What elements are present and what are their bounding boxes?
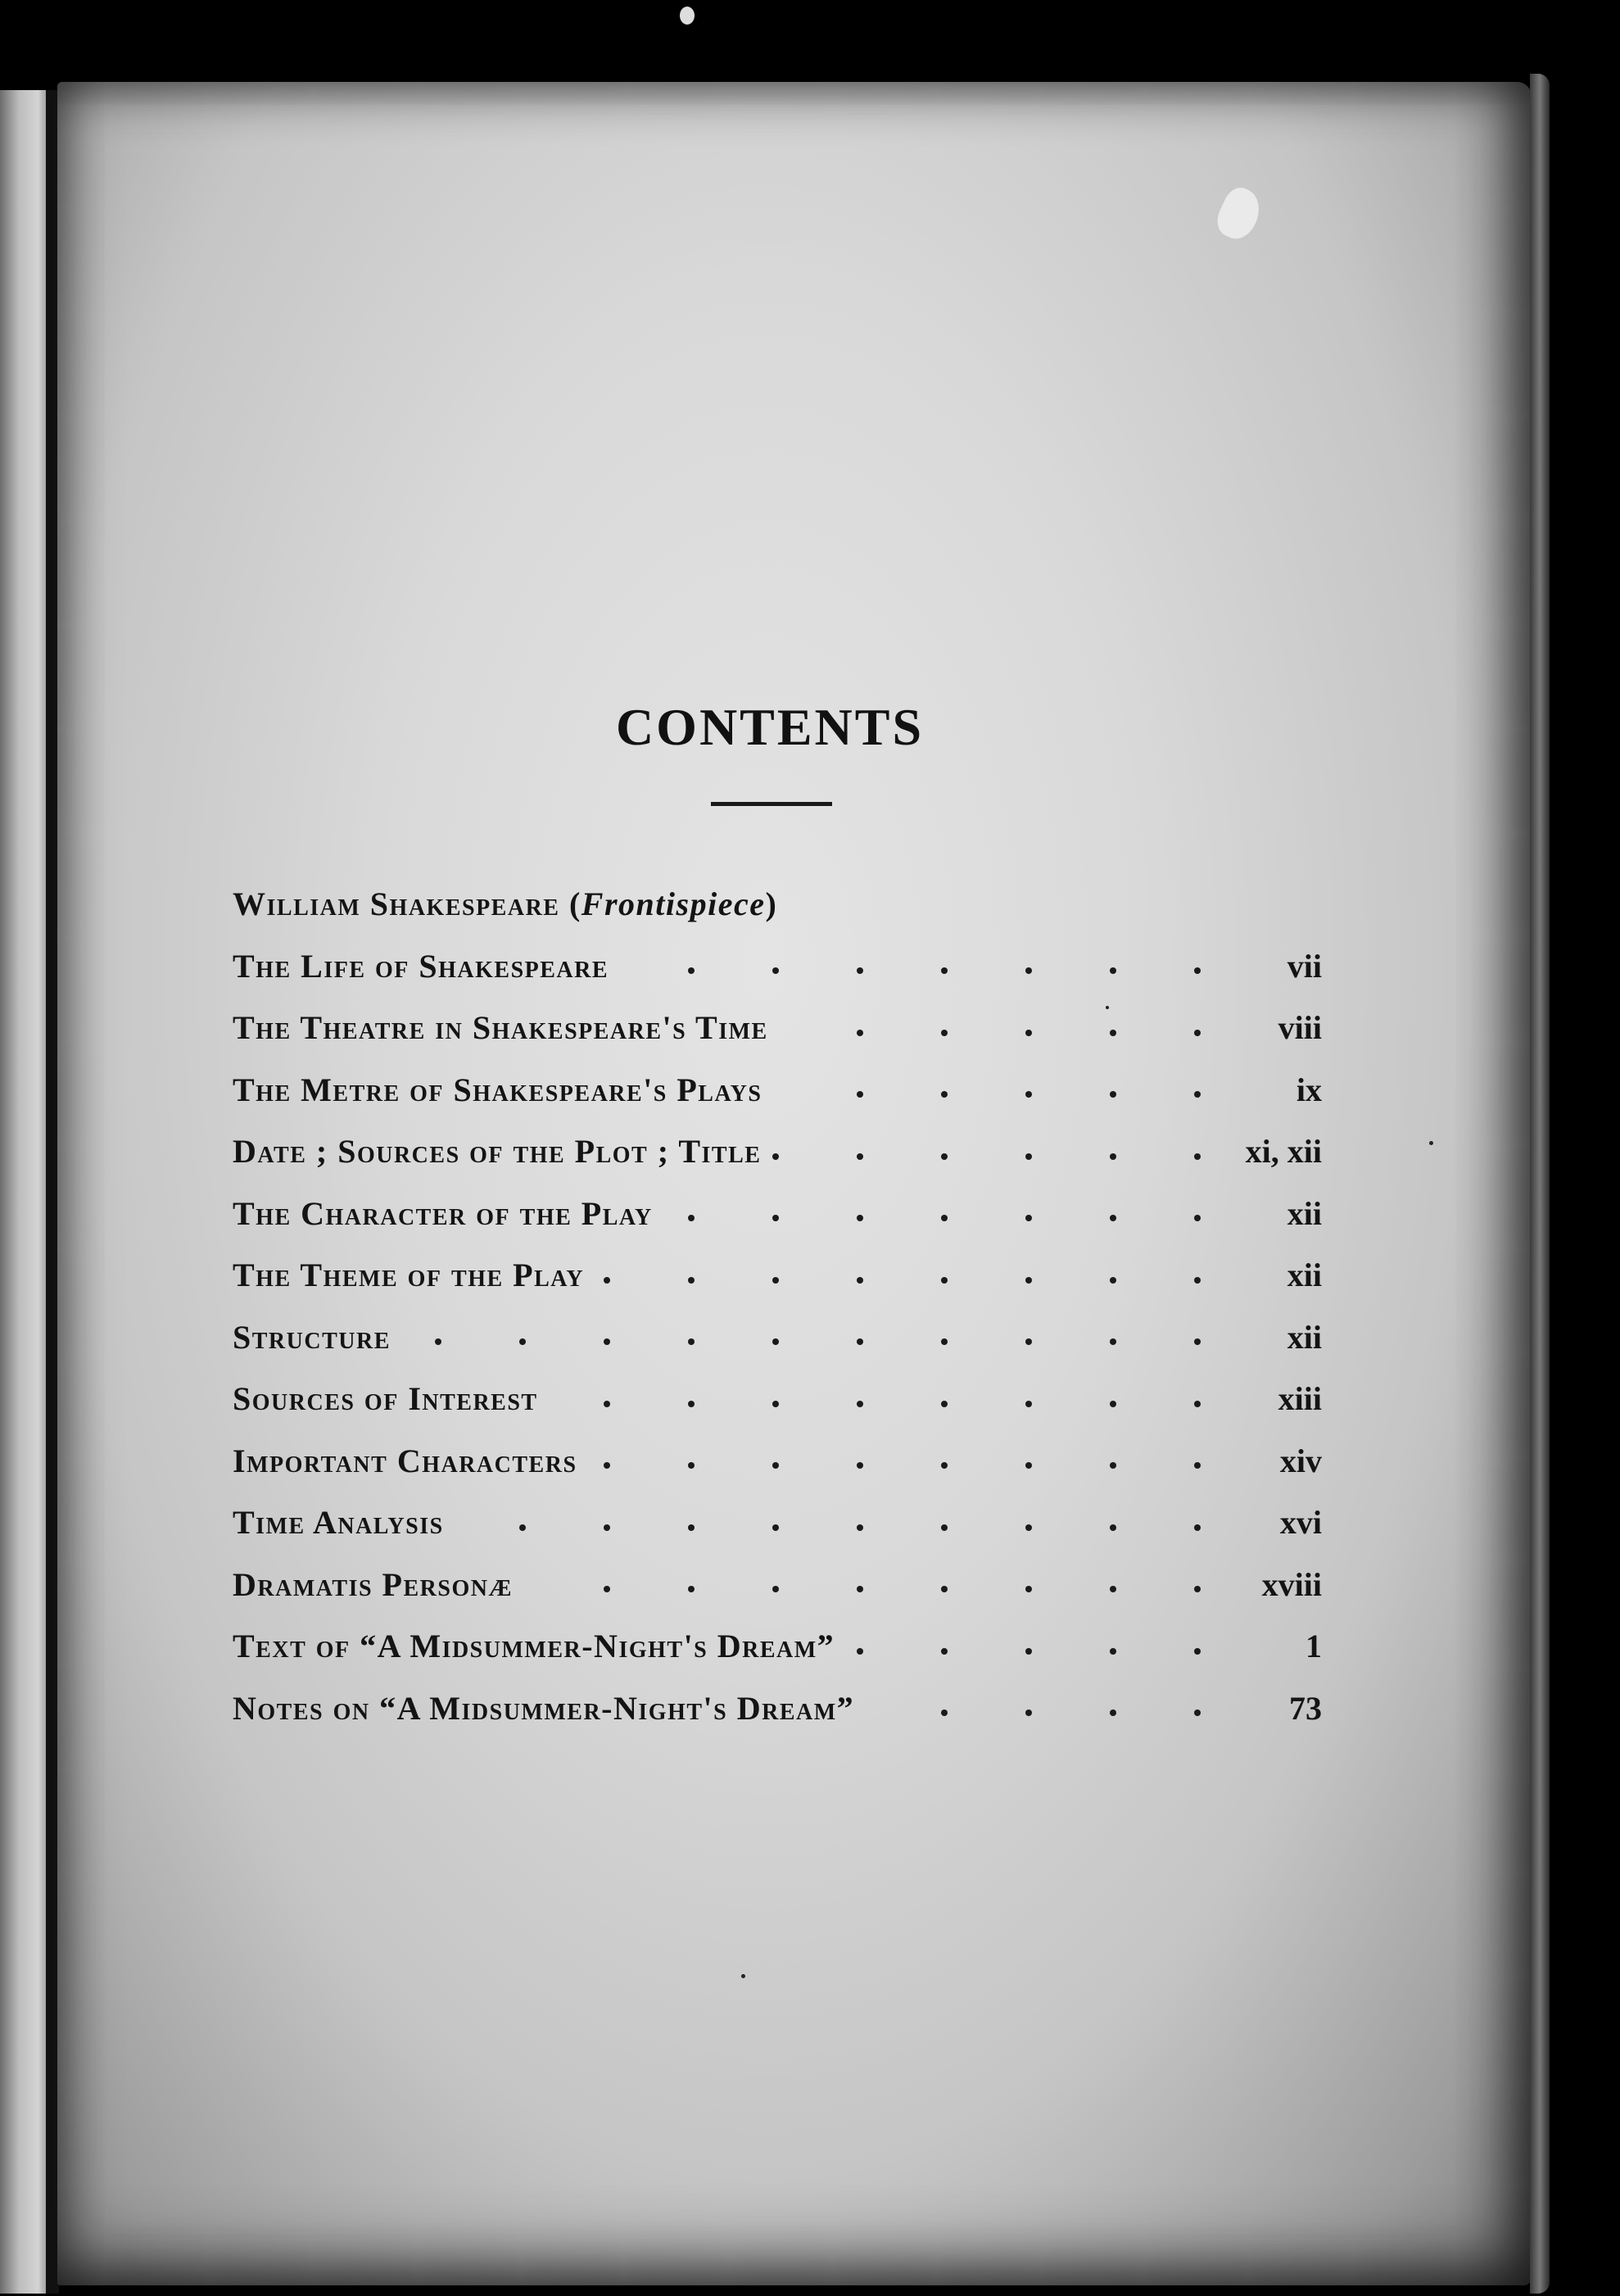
- leader-dot: [688, 1277, 695, 1284]
- toc-entry: [233, 1678, 1322, 1740]
- toc-entry-title-text: Important Characters: [233, 1442, 577, 1479]
- toc-entry-title-text: The Theatre in Shakespeare's Time: [233, 1009, 768, 1047]
- leader-dot: [1194, 1215, 1201, 1221]
- leader-dot: [857, 1586, 863, 1592]
- toc-entry-title-text: The Theme of the Play: [233, 1257, 585, 1294]
- leader-dot: [604, 1462, 610, 1469]
- leader-dot: [941, 1648, 948, 1655]
- previous-page-edge: [0, 90, 48, 2294]
- leader-dot: [688, 1462, 695, 1469]
- leader-dot: [1194, 1277, 1201, 1284]
- leader-dot: [941, 1338, 948, 1345]
- leader-dot: [1025, 1277, 1032, 1284]
- toc-leader-dots: [513, 1554, 1215, 1616]
- toc-leader-dots: [777, 873, 1215, 935]
- ink-speck: [680, 7, 695, 25]
- leader-dot: [857, 1030, 863, 1036]
- toc-entry-title-text: Time Analysis: [233, 1504, 444, 1542]
- toc-entry: [233, 1244, 1322, 1307]
- leader-dot: [857, 1215, 863, 1221]
- leader-dot: [1110, 1338, 1116, 1345]
- leader-dot: [772, 1462, 779, 1469]
- leader-dot: [857, 1648, 863, 1655]
- toc-entry: [233, 1059, 1322, 1121]
- leader-dot: [688, 1338, 695, 1345]
- toc-entry: [233, 997, 1322, 1059]
- toc-leader-dots: [444, 1492, 1215, 1554]
- leader-dot: [941, 1153, 948, 1160]
- toc-entry-title: [233, 885, 777, 923]
- leader-dot: [604, 1277, 610, 1284]
- leader-dot: [1025, 967, 1032, 974]
- leader-dot: [688, 1524, 695, 1531]
- leader-dot: [688, 967, 695, 974]
- toc-entry-title: [233, 1256, 584, 1294]
- toc-entry: [233, 1615, 1322, 1678]
- toc-entry-title-text: Notes on “A Midsummer-Night's Dream”: [233, 1689, 855, 1727]
- toc-entry-title-suffix: ): [765, 885, 778, 923]
- toc-entry-title: [233, 947, 609, 985]
- leader-dot: [1110, 1710, 1116, 1716]
- toc-entry: [233, 1368, 1322, 1430]
- leader-dot: [1110, 1215, 1116, 1221]
- toc-entry: [233, 1183, 1322, 1245]
- leader-dot: [1025, 1462, 1032, 1469]
- toc-entry-title-text: The Metre of Shakespeare's Plays: [233, 1071, 762, 1108]
- toc-entry-title-text: The Character of the Play: [233, 1194, 653, 1232]
- ink-speck: [741, 1974, 745, 1978]
- toc-leader-dots: [653, 1183, 1215, 1245]
- leader-dot: [1110, 1030, 1116, 1036]
- leader-dot: [857, 1091, 863, 1098]
- toc-entry: [233, 1492, 1322, 1554]
- toc-entry-title-text: William Shakespeare (: [233, 885, 581, 923]
- toc-entry-title-text: Dramatis Personæ: [233, 1565, 513, 1603]
- leader-dot: [1194, 1586, 1201, 1592]
- toc-entry-title-text: Sources of Interest: [233, 1380, 538, 1418]
- leader-dot: [1110, 967, 1116, 974]
- leader-dot: [857, 1401, 863, 1407]
- leader-dot: [1194, 1153, 1201, 1160]
- leader-dot: [772, 1215, 779, 1221]
- leader-dot: [604, 1338, 610, 1345]
- leader-dot: [1025, 1648, 1032, 1655]
- leader-dot: [1194, 1338, 1201, 1345]
- leader-dot: [941, 1030, 948, 1036]
- leader-dot: [1025, 1338, 1032, 1345]
- toc-entry-title-text: Date ; Sources of the Plot ; Title: [233, 1133, 762, 1171]
- table-of-contents: [233, 873, 1322, 1739]
- toc-entry-title-text: The Life of Shakespeare: [233, 947, 609, 985]
- page-edge-right: [1530, 74, 1550, 2294]
- leader-dot: [688, 1215, 695, 1221]
- leader-dot: [1110, 1586, 1116, 1592]
- toc-entry-title: [233, 1071, 762, 1109]
- toc-entry-title: [233, 1627, 835, 1665]
- leader-dot: [857, 967, 863, 974]
- toc-entry-title: [233, 1318, 391, 1356]
- toc-leader-dots: [538, 1368, 1215, 1430]
- toc-entry: [233, 873, 1322, 935]
- leader-dot: [519, 1524, 526, 1531]
- toc-entry-title: [233, 1689, 854, 1728]
- toc-leader-dots: [768, 997, 1215, 1059]
- leader-dot: [941, 1091, 948, 1098]
- leader-dot: [941, 1277, 948, 1284]
- toc-leader-dots: [391, 1307, 1215, 1369]
- leader-dot: [941, 967, 948, 974]
- leader-dot: [1110, 1524, 1116, 1531]
- leader-dot: [941, 1524, 948, 1531]
- toc-entry-title: [233, 1565, 513, 1604]
- leader-dot: [1194, 1462, 1201, 1469]
- toc-entry-title: [233, 1194, 653, 1233]
- leader-dot: [857, 1524, 863, 1531]
- leader-dot: [941, 1586, 948, 1592]
- leader-dot: [604, 1586, 610, 1592]
- leader-dot: [941, 1215, 948, 1221]
- leader-dot: [1025, 1586, 1032, 1592]
- toc-entry: [233, 935, 1322, 998]
- leader-dot: [1025, 1401, 1032, 1407]
- leader-dot: [1110, 1401, 1116, 1407]
- toc-entry-title-text: Structure: [233, 1318, 391, 1356]
- leader-dot: [688, 1401, 695, 1407]
- toc-leader-dots: [584, 1244, 1215, 1307]
- toc-entry-title: [233, 1503, 444, 1542]
- leader-dot: [857, 1277, 863, 1284]
- heading-rule: [711, 802, 832, 806]
- leader-dot: [1110, 1462, 1116, 1469]
- leader-dot: [1194, 1091, 1201, 1098]
- leader-dot: [604, 1524, 610, 1531]
- leader-dot: [772, 1277, 779, 1284]
- toc-entry-page: viii: [1278, 1009, 1322, 1047]
- leader-dot: [1194, 1030, 1201, 1036]
- leader-dot: [1025, 1091, 1032, 1098]
- toc-entry-title-text: Text of “A Midsummer-Night's Dream”: [233, 1628, 835, 1665]
- leader-dot: [857, 1462, 863, 1469]
- leader-dot: [772, 1153, 779, 1160]
- toc-leader-dots: [761, 1121, 1215, 1183]
- toc-entry-title: [233, 1442, 577, 1480]
- leader-dot: [1025, 1030, 1032, 1036]
- leader-dot: [1025, 1710, 1032, 1716]
- toc-leader-dots: [609, 935, 1215, 998]
- leader-dot: [1025, 1215, 1032, 1221]
- leader-dot: [1194, 1648, 1201, 1655]
- leader-dot: [857, 1153, 863, 1160]
- leader-dot: [1110, 1153, 1116, 1160]
- leader-dot: [772, 967, 779, 974]
- leader-dot: [435, 1338, 441, 1345]
- leader-dot: [772, 1524, 779, 1531]
- toc-entry-page: xiv: [1279, 1442, 1322, 1479]
- toc-entry-title: [233, 1132, 761, 1171]
- leader-dot: [941, 1710, 948, 1716]
- leader-dot: [604, 1401, 610, 1407]
- leader-dot: [772, 1401, 779, 1407]
- leader-dot: [1025, 1153, 1032, 1160]
- leader-dot: [772, 1338, 779, 1345]
- leader-dot: [1194, 1401, 1201, 1407]
- toc-entry-page: 73: [1289, 1689, 1322, 1727]
- toc-leader-dots: [762, 1059, 1215, 1121]
- contents-heading: CONTENTS: [615, 697, 925, 756]
- toc-entry: [233, 1430, 1322, 1492]
- toc-entry: [233, 1121, 1322, 1183]
- leader-dot: [1110, 1091, 1116, 1098]
- ink-speck: [1429, 1141, 1433, 1145]
- toc-entry-page: 1: [1306, 1628, 1322, 1665]
- leader-dot: [1110, 1277, 1116, 1284]
- leader-dot: [688, 1586, 695, 1592]
- toc-leader-dots: [854, 1678, 1215, 1740]
- toc-entry-page: xvi: [1279, 1504, 1322, 1542]
- toc-entry-page: xviii: [1261, 1565, 1322, 1603]
- leader-dot: [519, 1338, 526, 1345]
- toc-entry-page: xii: [1287, 1318, 1322, 1356]
- toc-entry-page: ix: [1296, 1071, 1322, 1108]
- toc-entry-page: xii: [1287, 1194, 1322, 1232]
- leader-dot: [1194, 1524, 1201, 1531]
- toc-entry-page: xii: [1287, 1257, 1322, 1294]
- leader-dot: [772, 1586, 779, 1592]
- leader-dot: [857, 1338, 863, 1345]
- toc-entry: [233, 1307, 1322, 1369]
- toc-leader-dots: [577, 1430, 1215, 1492]
- toc-entry-title-italic: Frontispiece: [581, 885, 766, 923]
- toc-entry: [233, 1554, 1322, 1616]
- leader-dot: [1110, 1648, 1116, 1655]
- toc-entry-title: [233, 1008, 768, 1047]
- toc-leader-dots: [835, 1615, 1215, 1678]
- leader-dot: [1194, 1710, 1201, 1716]
- leader-dot: [941, 1462, 948, 1469]
- leader-dot: [1025, 1524, 1032, 1531]
- toc-entry-page: vii: [1287, 947, 1322, 985]
- leader-dot: [1194, 967, 1201, 974]
- toc-entry-title: [233, 1379, 538, 1418]
- toc-entry-page: xiii: [1278, 1380, 1322, 1418]
- toc-entry-page: xi, xii: [1245, 1133, 1322, 1171]
- leader-dot: [941, 1401, 948, 1407]
